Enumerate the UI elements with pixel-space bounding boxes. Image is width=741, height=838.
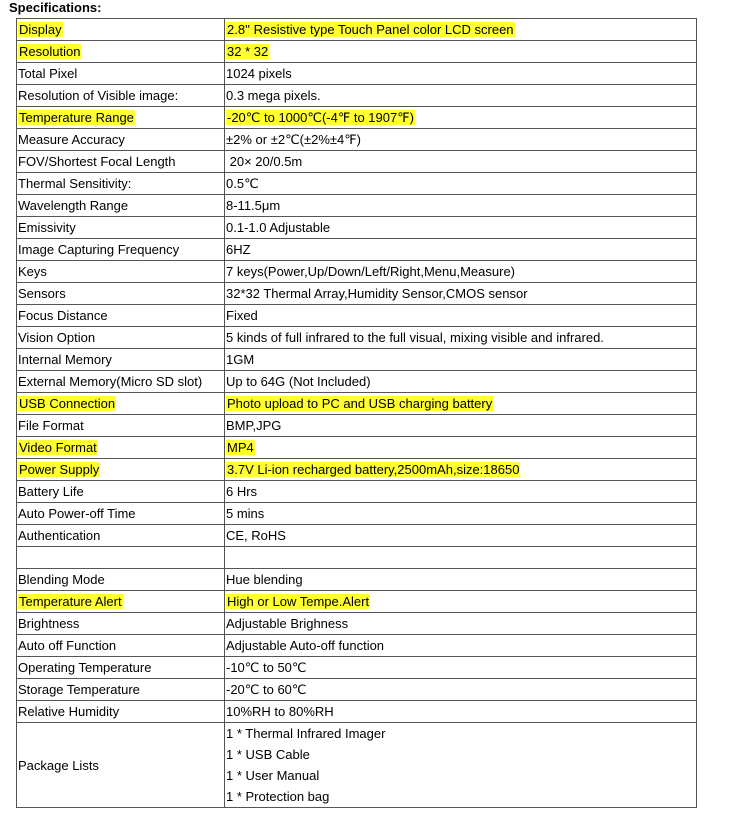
spec-value: Fixed [226, 308, 258, 323]
spec-label: Resolution of Visible image: [18, 88, 179, 103]
spec-value-cell [225, 283, 697, 305]
table-row [17, 437, 697, 459]
spec-label-cell [17, 195, 225, 217]
spec-label: Wavelength Range [18, 198, 129, 213]
spec-value-cell [225, 591, 697, 613]
spec-label: Display [19, 22, 62, 37]
spec-value-cell [225, 85, 697, 107]
spec-value: 32 * 32 [227, 44, 269, 59]
table-row [17, 635, 697, 657]
spec-label-cell [17, 547, 225, 569]
spec-label-cell [17, 679, 225, 701]
spec-label-cell [17, 261, 225, 283]
spec-label: Auto off Function [18, 638, 117, 653]
spec-label-cell [17, 85, 225, 107]
spec-value: 20× 20/0.5m [226, 154, 303, 169]
spec-value: 1024 pixels [226, 66, 292, 81]
spec-value-cell [225, 129, 697, 151]
spec-label-cell [17, 283, 225, 305]
spec-value-cell [225, 503, 697, 525]
spec-label: FOV/Shortest Focal Length [18, 154, 176, 169]
table-row [17, 679, 697, 701]
spec-label: USB Connection [19, 396, 116, 411]
spec-label-cell [17, 151, 225, 173]
spec-label: Blending Mode [18, 572, 105, 587]
specifications-table-body [17, 19, 697, 808]
table-row [17, 129, 697, 151]
spec-value-cell [225, 481, 697, 503]
spec-label-cell [17, 701, 225, 723]
spec-value: 7 keys(Power,Up/Down/Left/Right,Menu,Measure) [226, 264, 516, 279]
spec-value: -10℃ to 50℃ [226, 660, 307, 675]
spec-label: Power Supply [19, 462, 100, 477]
spec-value-cell [225, 459, 697, 481]
spec-value-cell [225, 613, 697, 635]
spec-value: 5 kinds of full infrared to the full visual, mixing visible and infrared. [226, 330, 604, 345]
table-row [17, 547, 697, 569]
table-row [17, 173, 697, 195]
spec-label: Temperature Alert [19, 594, 122, 609]
spec-label-cell [17, 525, 225, 547]
spec-value: BMP,JPG [226, 418, 282, 433]
spec-value: 8-11.5μm [226, 198, 281, 213]
table-row [17, 657, 697, 679]
spec-value-cell [225, 371, 697, 393]
table-row [17, 283, 697, 305]
spec-label: Relative Humidity [18, 704, 120, 719]
spec-value-cell [225, 261, 697, 283]
table-row [17, 481, 697, 503]
spec-label-cell [17, 393, 225, 415]
spec-label-cell [17, 569, 225, 591]
table-row [17, 85, 697, 107]
table-row [17, 525, 697, 547]
spec-label: Vision Option [18, 330, 96, 345]
spec-label-cell [17, 63, 225, 85]
table-row [17, 217, 697, 239]
spec-value: 10%RH to 80%RH [226, 704, 334, 719]
spec-label-cell [17, 217, 225, 239]
spec-label-cell [17, 349, 225, 371]
spec-value: CE, RoHS [226, 528, 286, 543]
spec-value-cell [225, 569, 697, 591]
table-row [17, 613, 697, 635]
table-row [17, 503, 697, 525]
spec-label-cell [17, 415, 225, 437]
spec-value-cell [225, 547, 697, 569]
spec-value-cell [225, 19, 697, 41]
spec-label: Emissivity [18, 220, 76, 235]
spec-label-cell [17, 19, 225, 41]
spec-value: 6 Hrs [226, 484, 258, 499]
spec-value: High or Low Tempe.Alert [227, 594, 370, 609]
spec-value-cell [225, 173, 697, 195]
table-row [17, 195, 697, 217]
specifications-heading: Specifications: [9, 0, 102, 15]
spec-value: Hue blending [226, 572, 303, 587]
table-row [17, 63, 697, 85]
spec-value: ±2% or ±2℃(±2%±4℉) [226, 132, 361, 147]
spec-label: Package Lists [18, 757, 99, 773]
spec-label: Authentication [18, 528, 101, 543]
spec-label: Video Format [19, 440, 97, 455]
spec-value: -20℃ to 1000℃(-4℉ to 1907℉) [227, 110, 414, 125]
spec-value-cell [225, 151, 697, 173]
spec-value-cell [225, 701, 697, 723]
spec-label: Storage Temperature [18, 682, 140, 697]
spec-value-cell [225, 393, 697, 415]
spec-label: Thermal Sensitivity: [18, 176, 132, 191]
spec-label-cell [17, 371, 225, 393]
spec-value: 6HZ [226, 242, 251, 257]
spec-label-cell [17, 107, 225, 129]
table-row [17, 349, 697, 371]
package-item: 1 * USB Cable [226, 747, 310, 762]
table-row-package-lists [17, 723, 697, 808]
spec-value-cell [225, 415, 697, 437]
spec-value-cell [225, 327, 697, 349]
spec-label: Focus Distance [18, 308, 108, 323]
spec-value: 0.3 mega pixels. [226, 88, 321, 103]
spec-value: 0.1-1.0 Adjustable [226, 220, 331, 235]
spec-value-cell [225, 239, 697, 261]
spec-label-cell [17, 129, 225, 151]
table-row [17, 41, 697, 63]
table-row [17, 701, 697, 723]
spec-label: Measure Accuracy [18, 132, 125, 147]
spec-label: Keys [18, 264, 47, 279]
spec-label-cell [17, 327, 225, 349]
spec-label-cell [17, 41, 225, 63]
spec-value: 5 mins [226, 506, 265, 521]
spec-value-cell [225, 349, 697, 371]
spec-label-cell [17, 613, 225, 635]
spec-label-cell [17, 481, 225, 503]
spec-value-cell [225, 217, 697, 239]
table-row [17, 459, 697, 481]
spec-label-cell [17, 437, 225, 459]
table-row [17, 19, 697, 41]
spec-label: Internal Memory [18, 352, 112, 367]
spec-value: 0.5℃ [226, 176, 259, 191]
package-item: 1 * Thermal Infrared Imager [226, 726, 386, 741]
spec-label: File Format [18, 418, 84, 433]
spec-value-cell [225, 723, 697, 808]
spec-value-cell [225, 679, 697, 701]
spec-label-cell [17, 723, 225, 808]
spec-value-cell [225, 525, 697, 547]
spec-value: 2.8'' Resistive type Touch Panel color LCD screen [227, 22, 514, 37]
spec-value-cell [225, 41, 697, 63]
table-row [17, 393, 697, 415]
spec-label: External Memory(Micro SD slot) [18, 374, 203, 389]
spec-value: 32*32 Thermal Array,Humidity Sensor,CMOS sensor [226, 286, 528, 301]
table-row [17, 569, 697, 591]
spec-label: Total Pixel [18, 66, 78, 81]
table-row [17, 371, 697, 393]
spec-label-cell [17, 503, 225, 525]
spec-value: Adjustable Auto-off function [226, 638, 385, 653]
spec-label-cell [17, 459, 225, 481]
spec-label: Operating Temperature [18, 660, 152, 675]
spec-value: Up to 64G (Not Included) [226, 374, 371, 389]
spec-value: MP4 [227, 440, 254, 455]
spec-value-cell [225, 657, 697, 679]
spec-label: Resolution [19, 44, 81, 59]
spec-value: -20℃ to 60℃ [226, 682, 307, 697]
spec-label: Battery Life [18, 484, 84, 499]
spec-value-cell [225, 305, 697, 327]
package-item: 1 * Protection bag [226, 789, 330, 804]
table-row [17, 591, 697, 613]
specifications-table [16, 18, 697, 808]
spec-value-cell [225, 635, 697, 657]
spec-value: 3.7V Li-ion recharged battery,2500mAh,size:18650 [227, 462, 520, 477]
spec-label-cell [17, 239, 225, 261]
spec-value: 1GM [226, 352, 255, 367]
spec-label: Temperature Range [19, 110, 134, 125]
spec-label-cell [17, 173, 225, 195]
table-row [17, 415, 697, 437]
spec-value: Photo upload to PC and USB charging battery [227, 396, 493, 411]
spec-label-cell [17, 635, 225, 657]
table-row [17, 239, 697, 261]
table-row [17, 327, 697, 349]
spec-value-cell [225, 437, 697, 459]
table-row [17, 151, 697, 173]
spec-label: Brightness [18, 616, 80, 631]
spec-label-cell [17, 591, 225, 613]
spec-value-cell [225, 195, 697, 217]
table-row [17, 305, 697, 327]
spec-label: Sensors [18, 286, 66, 301]
spec-label: Image Capturing Frequency [18, 242, 180, 257]
package-item: 1 * User Manual [226, 768, 320, 783]
spec-label-cell [17, 305, 225, 327]
spec-value-cell [225, 107, 697, 129]
spec-label-cell [17, 657, 225, 679]
table-row [17, 107, 697, 129]
spec-label: Auto Power-off Time [18, 506, 136, 521]
spec-value-cell [225, 63, 697, 85]
spec-value: Adjustable Brighness [226, 616, 349, 631]
table-row [17, 261, 697, 283]
